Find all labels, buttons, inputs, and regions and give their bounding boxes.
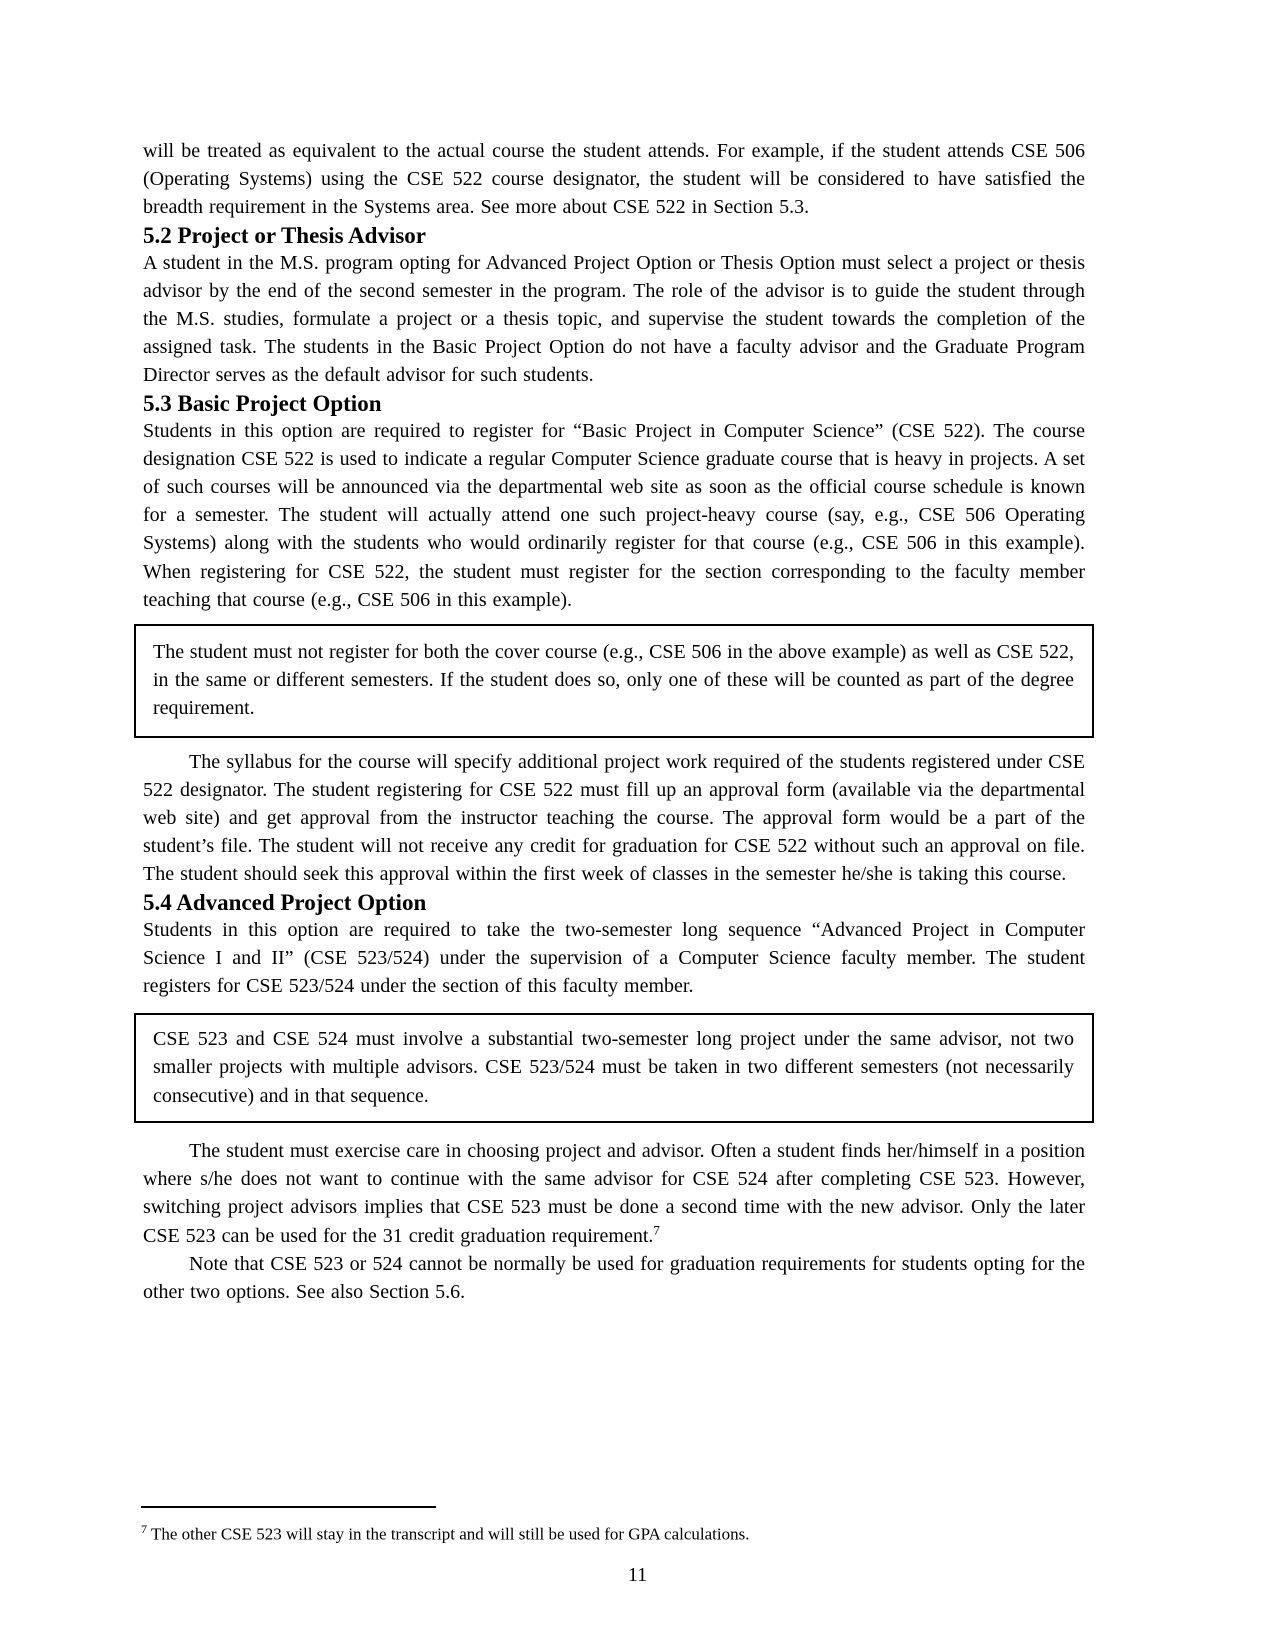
note-box-cse523-524-text: CSE 523 and CSE 524 must involve a substantial two-semester long project under the same advisor, not two smaller projects with multiple advisors. CSE 523/524 must be taken in two different semesters (not necessarily consecutive) and in that sequence. bbox=[153, 1028, 1074, 1107]
footnote-7-marker: 7 bbox=[141, 1522, 147, 1536]
paragraph-5-4-advisor-choice-text: The student must exercise care in choosing project and advisor. Often a student finds her/himself in a position where s/he does not want to continue with the same advisor for CSE 524 after completing CSE 523. However, switching project advisors implies that CSE 523 must be done a second time with the new advisor. Only the later CSE 523 can be used for the 31 credit graduation requirement. bbox=[143, 1139, 1085, 1247]
paragraph-5-4-advisor-choice bbox=[143, 1137, 1085, 1250]
heading-5-3-basic-project-option: 5.3 Basic Project Option bbox=[143, 390, 382, 416]
footnote-7 bbox=[141, 1518, 1083, 1546]
heading-5-2-project-or-thesis-advisor: 5.2 Project or Thesis Advisor bbox=[143, 222, 427, 248]
paragraph-5-3-basic-project: Students in this option are required to register for “Basic Project in Computer Science” (CSE 522). The course designation CSE 522 is used to indicate a regular Computer Science graduate course that is heavy in projects. A set of such courses will be announced via the departmental web site as soon as the official course schedule is known for a semester. The student will actually attend one such project-heavy course (say, e.g., CSE 506 Operating Systems) along with the students who would ordinarily register for that course (e.g., CSE 506 in this example). When registering for CSE 522, the student must register for the section corresponding to the faculty member teaching that course (e.g., CSE 506 in this example). bbox=[143, 419, 1085, 611]
paragraph-intro-continued: will be treated as equivalent to the actual course the student attends. For example, if the student attends CSE 506 (Operating Systems) using the CSE 522 course designator, the student will be considered to have satisfied the breadth requirement in the Systems area. See more about CSE 522 in Section 5.3. bbox=[143, 140, 1085, 219]
page-content bbox=[143, 137, 1085, 1306]
heading-5-4-advanced-project-option: 5.4 Advanced Project Option bbox=[143, 889, 427, 915]
note-box-cse522-text: The student must not register for both the cover course (e.g., CSE 506 in the above example) as well as CSE 522, in the same or different semesters. If the student does so, only one of these will be counted as part of the degree requirement. bbox=[153, 641, 1074, 720]
note-box-cse523-524-rule bbox=[134, 1013, 1094, 1123]
paragraph-5-4-note-other-options: Note that CSE 523 or 524 cannot be normally be used for graduation requirements for students opting for the other two options. See also Section 5.6. bbox=[143, 1252, 1085, 1303]
paragraph-5-2-advisor: A student in the M.S. program opting for Advanced Project Option or Thesis Option must select a project or thesis advisor by the end of the second semester in the program. The role of the advisor is to guide the student through the M.S. studies, formulate a project or a thesis topic, and supervise the student towards the completion of the assigned task. The students in the Basic Project Option do not have a faculty advisor and the Graduate Program Director serves as the default advisor for such students. bbox=[143, 251, 1085, 387]
paragraph-5-3-syllabus-approval: The syllabus for the course will specify additional project work required of the students registered under CSE 522 designator. The student registering for CSE 522 must fill up an approval form (available via the departmental web site) and get approval from the instructor teaching the course. The approval form would be a part of the student’s file. The student will not receive any credit for graduation for CSE 522 without such an approval on file. The student should seek this approval within the first week of classes in the semester he/she is taking this course. bbox=[143, 750, 1085, 886]
footnote-separator-rule bbox=[141, 1506, 436, 1508]
footnote-7-text: The other CSE 523 will stay in the transcript and will still be used for GPA calculations. bbox=[150, 1524, 750, 1544]
note-box-cse522-rule bbox=[134, 624, 1094, 738]
footnote-reference-7: 7 bbox=[653, 1221, 660, 1237]
page-number: 11 bbox=[627, 1564, 648, 1586]
paragraph-5-4-sequence: Students in this option are required to take the two-semester long sequence “Advanced Project in Computer Science I and II” (CSE 523/524) under the supervision of a Computer Science faculty member. The student registers for CSE 523/524 under the section of this faculty member. bbox=[143, 918, 1085, 998]
